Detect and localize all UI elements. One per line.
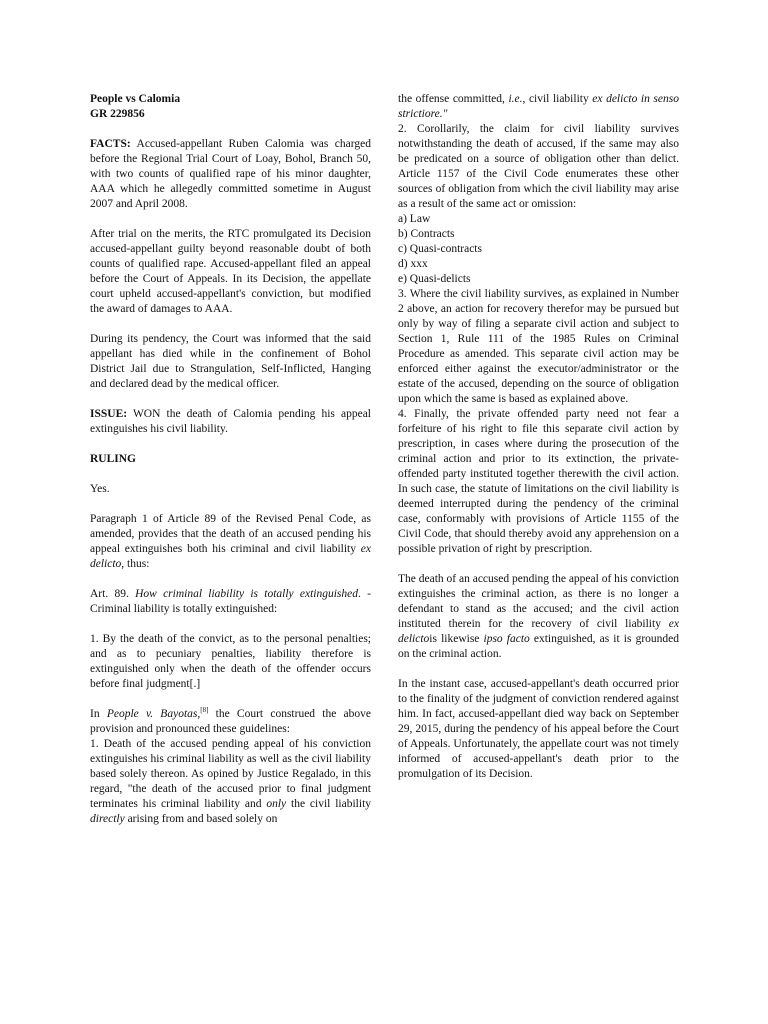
- article-89-item-1: 1. By the death of the convict, as to the personal penalties; and as to pecuniary penalties, liability therefore is extinguished only when the death of the offender occurs before final judgment[.]: [90, 633, 371, 690]
- list-item: c) Quasi-contracts: [398, 243, 482, 255]
- guideline-1: 1. Death of the accused pending appeal of his conviction extinguishes his criminal liability as well as the civil liability based solely thereon. As opined by Justice Regalado, in this regard, "the death of the accused prior to final judgment terminates his criminal liability and only the civil liability directly arising from and based solely on: [90, 738, 372, 825]
- list-item: b) Contracts: [398, 228, 455, 240]
- guideline-2: 2. Corollarily, the claim for civil liability survives notwithstanding the death of accused, if the same may also be predicated on a source of obligation other than delict. Article 1157 of the Civil Code enumerates these other sources of obligation from which the civil liability may arise as a result of the same act or omission:: [398, 123, 679, 210]
- guideline-3: 3. Where the civil liability survives, as explained in Number 2 above, an action for recovery therefor may be pursued but only by way of filing a separate civil action and subject to Section 1, Rule 111 of the 1985 Rules on Criminal Procedure as amended. This separate civil action may be enforced either against the executor/administrator or the estate of the accused, depending on the source of obligation upon which the same is based as explained above.: [398, 288, 679, 405]
- list-item: d) xxx: [398, 258, 428, 270]
- trial-paragraph: After trial on the merits, the RTC promulgated its Decision accused-appellant guilty beyond reasonable doubt of both counts of qualified rape. Accused-appellant filed an appeal before the Court of Appeals. In its Decision, the appellate court upheld accused-appellant's conviction, but modified the award of damages to AAA.: [90, 228, 371, 315]
- instant-case-paragraph: In the instant case, accused-appellant's death occurred prior to the finality of the judgment of conviction rendered against him. In fact, accused-appellant died way back on September 29, 2015, during the pendency of his appeal before the Court of Appeals. Unfortunately, the appellate court was not timely informed of accused-appellant's death prior to the promulgation of its Decision.: [398, 678, 679, 780]
- guideline-1-continued: the offense committed, i.e., civil liability ex delicto in senso strictiore.": [398, 93, 679, 120]
- death-extinguishes-paragraph: The death of an accused pending the appeal of his conviction extinguishes the criminal action, as there is no longer a defendant to stand as the accused; and the civil action instituted therein for the recovery of civil liability ex delictois likewise ipso facto extinguished, as it is grounded on the criminal action.: [398, 573, 680, 660]
- bayotas-paragraph: In People v. Bayotas,[8] the Court construed the above provision and pronounced these guidelines:: [90, 706, 371, 735]
- article-89-quote: Art. 89. How criminal liability is totally extinguished. - Criminal liability is totally extinguished:: [90, 588, 371, 615]
- case-number: GR 229856: [90, 108, 145, 120]
- issue-label: ISSUE:: [90, 408, 128, 420]
- footnote-link[interactable]: [8]: [200, 706, 209, 715]
- guideline-4: 4. Finally, the private offended party need not fear a forfeiture of his right to file this separate civil action by prescription, in cases where during the prosecution of the criminal action and prior to its extinction, the private-offended party instituted together therewith the civil action. In such case, the statute of limitations on the civil liability is deemed interrupted during the pendency of the criminal case, conformably with provisions of Article 1155 of the Civil Code, that should thereby avoid any apprehension on a possible privation of right by prescription.: [398, 408, 679, 555]
- ruling-heading: RULING: [90, 453, 137, 465]
- pendency-paragraph: During its pendency, the Court was informed that the said appellant has died while in the confinement of Bohol District Jail due to Strangulation, Self-Inflicted, Hanging and declared dead by the medical officer.: [90, 333, 371, 390]
- article-89-paragraph: Paragraph 1 of Article 89 of the Revised Penal Code, as amended, provides that the death of an accused pending his appeal extinguishes both his criminal and civil liability ex delicto, thus:: [90, 513, 371, 570]
- obligation-sources-list: [398, 212, 679, 287]
- issue-paragraph: ISSUE: WON the death of Calomia pending his appeal extinguishes his civil liability.: [90, 408, 371, 435]
- facts-paragraph: FACTS: Accused-appellant Ruben Calomia was charged before the Regional Trial Court of Loay, Bohol, Branch 50, with two counts of qualified rape of his minor daughter, AAA which he allegedly committed sometime in August 2007 and April 2008.: [90, 138, 371, 210]
- right-column: [398, 92, 679, 797]
- ruling-answer: Yes.: [90, 483, 110, 495]
- facts-label: FACTS:: [90, 138, 131, 150]
- list-item: e) Quasi-delicts: [398, 273, 471, 285]
- left-column: [90, 92, 371, 827]
- case-title: People vs Calomia: [90, 93, 181, 105]
- list-item: a) Law: [398, 213, 431, 225]
